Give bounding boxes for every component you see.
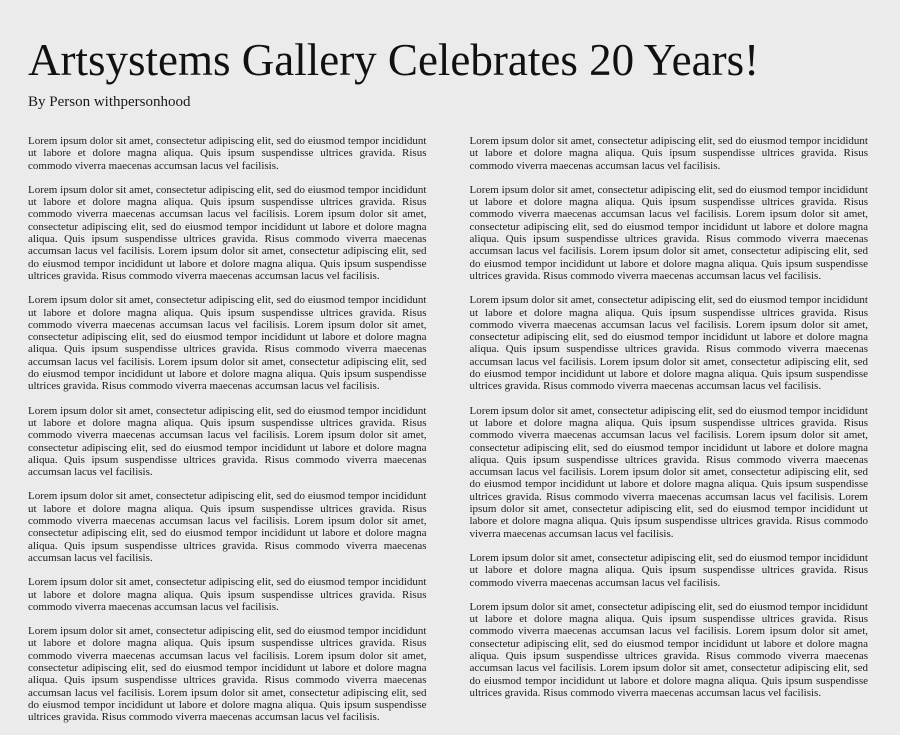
article-column-left — [28, 135, 427, 735]
article-column-right — [470, 135, 869, 735]
article-paragraph: Lorem ipsum dolor sit amet, consectetur adipiscing elit, sed do eiusmod tempor incididunt ut labore et dolore magna aliqua. Quis ipsum suspendisse ultrices gravida. Risus commodo viverra maecenas accumsan lacus vel facilisis. Lorem ipsum dolor sit amet, consectetur adipiscing elit, sed do eiusmod tempor incididunt ut labore et dolore magna aliqua. Quis ipsum suspendisse ultrices gravida. Risus commodo viverra maecenas accumsan lacus vel facilisis. — [28, 490, 427, 564]
article-paragraph: Lorem ipsum dolor sit amet, consectetur adipiscing elit, sed do eiusmod tempor incididunt ut labore et dolore magna aliqua. Quis ipsum suspendisse ultrices gravida. Risus commodo viverra maecenas accumsan lacus vel facilisis. — [28, 576, 427, 613]
article — [0, 35, 900, 735]
article-page — [0, 35, 900, 724]
article-byline: By Person withpersonhood — [28, 94, 191, 110]
article-paragraph: Lorem ipsum dolor sit amet, consectetur adipiscing elit, sed do eiusmod tempor incididunt ut labore et dolore magna aliqua. Quis ipsum suspendisse ultrices gravida. Risus commodo viverra maecenas accumsan lacus vel facilisis. Lorem ipsum dolor sit amet, consectetur adipiscing elit, sed do eiusmod tempor incididunt ut labore et dolore magna aliqua. Quis ipsum suspendisse ultrices gravida. Risus commodo viverra maecenas accumsan lacus vel facilisis. Lorem ipsum dolor sit amet, consectetur adipiscing elit, sed do eiusmod tempor incididunt ut labore et dolore magna aliqua. Quis ipsum suspendisse ultrices gravida. Risus commodo viverra maecenas accumsan lacus vel facilisis. — [469, 294, 868, 393]
article-paragraph: Lorem ipsum dolor sit amet, consectetur adipiscing elit, sed do eiusmod tempor incididunt ut labore et dolore magna aliqua. Quis ipsum suspendisse ultrices gravida. Risus commodo viverra maecenas accumsan lacus vel facilisis. Lorem ipsum dolor sit amet, consectetur adipiscing elit, sed do eiusmod tempor incididunt ut labore et dolore magna aliqua. Quis ipsum suspendisse ultrices gravida. Risus commodo viverra maecenas accumsan lacus vel facilisis. Lorem ipsum dolor sit amet, consectetur adipiscing elit, sed do eiusmod tempor incididunt ut labore et dolore magna aliqua. Quis ipsum suspendisse ultrices gravida. Risus commodo viverra maecenas accumsan lacus vel facilisis. — [28, 183, 427, 282]
article-paragraph: Lorem ipsum dolor sit amet, consectetur adipiscing elit, sed do eiusmod tempor incididunt ut labore et dolore magna aliqua. Quis ipsum suspendisse ultrices gravida. Risus commodo viverra maecenas accumsan lacus vel facilisis. Lorem ipsum dolor sit amet, consectetur adipiscing elit, sed do eiusmod tempor incididunt ut labore et dolore magna aliqua. Quis ipsum suspendisse ultrices gravida. Risus commodo viverra maecenas accumsan lacus vel facilisis. Lorem ipsum dolor sit amet, consectetur adipiscing elit, sed do eiusmod tempor incididunt ut labore et dolore magna aliqua. Quis ipsum suspendisse ultrices gravida. Risus commodo viverra maecenas accumsan lacus vel facilisis. — [28, 294, 427, 393]
article-paragraph: Lorem ipsum dolor sit amet, consectetur adipiscing elit, sed do eiusmod tempor incididunt ut labore et dolore magna aliqua. Quis ipsum suspendisse ultrices gravida. Risus commodo viverra maecenas accumsan lacus vel facilisis. Lorem ipsum dolor sit amet, consectetur adipiscing elit, sed do eiusmod tempor incididunt ut labore et dolore magna aliqua. Quis ipsum suspendisse ultrices gravida. Risus commodo viverra maecenas accumsan lacus vel facilisis. Lorem ipsum dolor sit amet, consectetur adipiscing elit, sed do eiusmod tempor incididunt ut labore et dolore magna aliqua. Quis ipsum suspendisse ultrices gravida. Risus commodo viverra maecenas accumsan lacus vel facilisis. — [469, 600, 868, 699]
article-paragraph: Lorem ipsum dolor sit amet, consectetur adipiscing elit, sed do eiusmod tempor incididunt ut labore et dolore magna aliqua. Quis ipsum suspendisse ultrices gravida. Risus commodo viverra maecenas accumsan lacus vel facilisis. — [469, 551, 868, 589]
article-paragraph: Lorem ipsum dolor sit amet, consectetur adipiscing elit, sed do eiusmod tempor incididunt ut labore et dolore magna aliqua. Quis ipsum suspendisse ultrices gravida. Risus commodo viverra maecenas accumsan lacus vel facilisis. Lorem ipsum dolor sit amet, consectetur adipiscing elit, sed do eiusmod tempor incididunt ut labore et dolore magna aliqua. Quis ipsum suspendisse ultrices gravida. Risus commodo viverra maecenas accumsan lacus vel facilisis. Lorem ipsum dolor sit amet, consectetur adipiscing elit, sed do eiusmod tempor incididunt ut labore et dolore magna aliqua. Quis ipsum suspendisse ultrices gravida. Risus commodo viverra maecenas accumsan lacus vel facilisis. Lorem ipsum dolor sit amet, consectetur adipiscing elit, sed do eiusmod tempor incididunt ut labore et dolore magna aliqua. Quis ipsum suspendisse ultrices gravida. Risus commodo viverra maecenas accumsan lacus vel facilisis. — [469, 404, 868, 540]
article-columns — [28, 135, 868, 735]
article-paragraph: Lorem ipsum dolor sit amet, consectetur adipiscing elit, sed do eiusmod tempor incididunt ut labore et dolore magna aliqua. Quis ipsum suspendisse ultrices gravida. Risus commodo viverra maecenas accumsan lacus vel facilisis. Lorem ipsum dolor sit amet, consectetur adipiscing elit, sed do eiusmod tempor incididunt ut labore et dolore magna aliqua. Quis ipsum suspendisse ultrices gravida. Risus commodo viverra maecenas accumsan lacus vel facilisis. Lorem ipsum dolor sit amet, consectetur adipiscing elit, sed do eiusmod tempor incididunt ut labore et dolore magna aliqua. Quis ipsum suspendisse ultrices gravida. Risus commodo viverra maecenas accumsan lacus vel facilisis. — [469, 183, 868, 282]
article-paragraph: Lorem ipsum dolor sit amet, consectetur adipiscing elit, sed do eiusmod tempor incididunt ut labore et dolore magna aliqua. Quis ipsum suspendisse ultrices gravida. Risus commodo viverra maecenas accumsan lacus vel facilisis. Lorem ipsum dolor sit amet, consectetur adipiscing elit, sed do eiusmod tempor incididunt ut labore et dolore magna aliqua. Quis ipsum suspendisse ultrices gravida. Risus commodo viverra maecenas accumsan lacus vel facilisis. — [28, 404, 427, 479]
article-paragraph: Lorem ipsum dolor sit amet, consectetur adipiscing elit, sed do eiusmod tempor incididunt ut labore et dolore magna aliqua. Quis ipsum suspendisse ultrices gravida. Risus commodo viverra maecenas accumsan lacus vel facilisis. Lorem ipsum dolor sit amet, consectetur adipiscing elit, sed do eiusmod tempor incididunt ut labore et dolore magna aliqua. Quis ipsum suspendisse ultrices gravida. Risus commodo viverra maecenas accumsan lacus vel facilisis. Lorem ipsum dolor sit amet, consectetur adipiscing elit, sed do eiusmod tempor incididunt ut labore et dolore magna aliqua. Quis ipsum suspendisse ultrices gravida. Risus commodo viverra maecenas accumsan lacus vel facilisis. — [28, 625, 427, 724]
article-paragraph: Lorem ipsum dolor sit amet, consectetur adipiscing elit, sed do eiusmod tempor incididunt ut labore et dolore magna aliqua. Quis ipsum suspendisse ultrices gravida. Risus commodo viverra maecenas accumsan lacus vel facilisis. — [28, 135, 427, 172]
article-title: Artsystems Gallery Celebrates 20 Years! — [28, 35, 760, 85]
article-paragraph: Lorem ipsum dolor sit amet, consectetur adipiscing elit, sed do eiusmod tempor incididunt ut labore et dolore magna aliqua. Quis ipsum suspendisse ultrices gravida. Risus commodo viverra maecenas accumsan lacus vel facilisis. — [469, 135, 868, 172]
